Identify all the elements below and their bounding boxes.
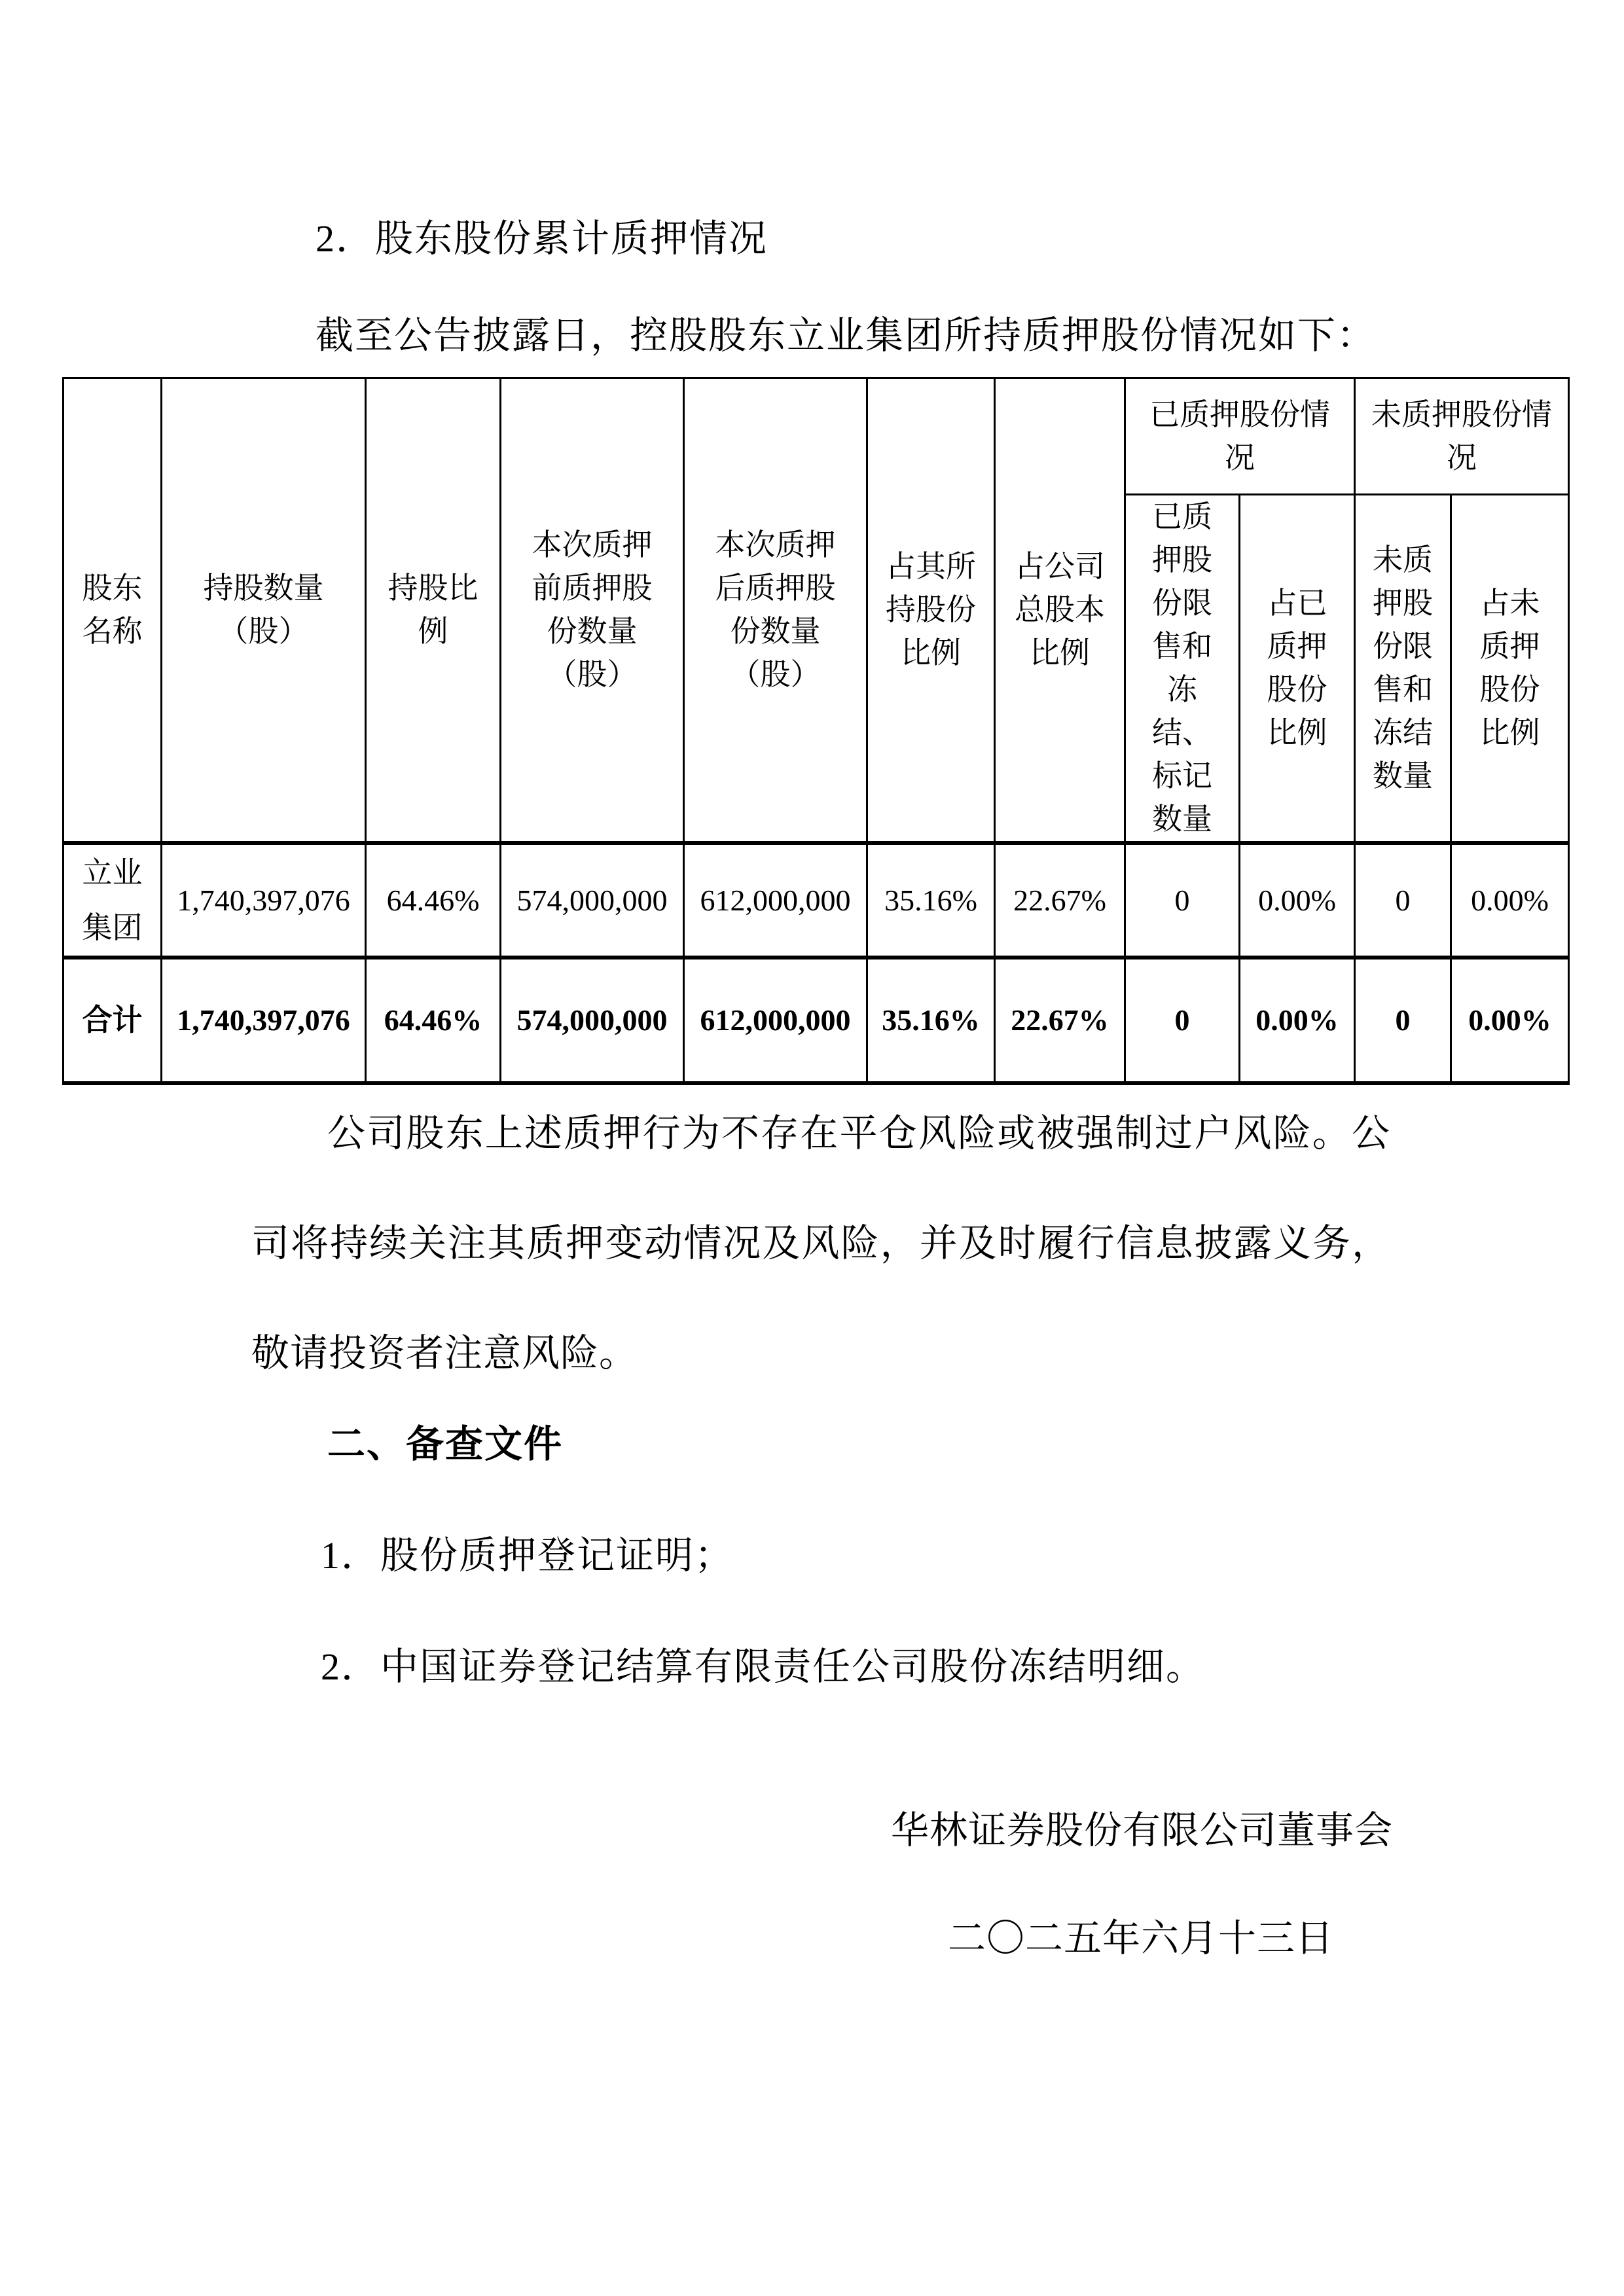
col-header-unpledged-restricted: 未质押股份限售和冻结数量 xyxy=(1355,495,1451,844)
col-header-pledged-after: 本次质押后质押股份数量（股） xyxy=(684,378,867,844)
cell-total-pledged-after: 612,000,000 xyxy=(684,958,867,1083)
col-header-holding-ratio: 持股比例 xyxy=(366,378,501,844)
board-signature: 华林证券股份有限公司董事会 xyxy=(890,1809,1393,1852)
announcement-date: 二〇二五年六月十三日 xyxy=(947,1917,1334,1960)
cell-pct-of-total: 22.67% xyxy=(995,843,1125,958)
reference-document-item-1: 1．股份质押登记证明； xyxy=(321,1534,734,1577)
cell-total-pct-of-total: 22.67% xyxy=(995,958,1125,1083)
cell-pledged-after: 612,000,000 xyxy=(684,843,867,958)
col-header-pct-of-holding: 占其所持股份比例 xyxy=(867,378,995,844)
signature-block xyxy=(889,1808,1393,1962)
col-header-shares-held: 持股数量（股） xyxy=(162,378,366,844)
cell-pledged-pct: 0.00% xyxy=(1240,843,1355,958)
section-heading-pledge-summary: 2．股东股份累计质押情况 xyxy=(316,217,768,260)
cell-shares-held: 1,740,397,076 xyxy=(162,843,366,958)
col-header-pledged-before: 本次质押前质押股份数量（股） xyxy=(501,378,684,844)
col-group-pledged: 已质押股份情况 xyxy=(1125,378,1355,495)
col-header-pledged-restricted: 已质押股份限售和冻结、标记数量 xyxy=(1125,495,1240,844)
cell-pct-of-holding: 35.16% xyxy=(867,843,995,958)
cell-pledged-before: 574,000,000 xyxy=(501,843,684,958)
col-group-unpledged: 未质押股份情况 xyxy=(1355,378,1569,495)
section-heading-reference-documents: 二、备查文件 xyxy=(327,1423,564,1465)
cell-holding-ratio: 64.46% xyxy=(366,843,501,958)
col-header-shareholder: 股东名称 xyxy=(63,378,162,844)
table-row-total xyxy=(63,958,1569,1083)
cell-total-shares-held: 1,740,397,076 xyxy=(162,958,366,1083)
cell-shareholder-name: 立业集团 xyxy=(63,843,162,958)
cell-total-pledged-pct: 0.00% xyxy=(1240,958,1355,1083)
cell-pledged-frozen: 0 xyxy=(1125,843,1240,958)
col-header-pledged-ratio: 占已质押股份比例 xyxy=(1240,495,1355,844)
pledge-table xyxy=(62,377,1570,1085)
intro-paragraph: 截至公告披露日，控股股东立业集团所持质押股份情况如下： xyxy=(316,314,1377,357)
cell-unpledged-frozen: 0 xyxy=(1355,843,1451,958)
cell-total-label: 合计 xyxy=(63,958,162,1083)
cell-total-pct-of-holding: 35.16% xyxy=(867,958,995,1083)
table-row-liye-group xyxy=(63,843,1569,958)
cell-total-unpledged-frozen: 0 xyxy=(1355,958,1451,1083)
risk-paragraph: 公司股东上述质押行为不存在平仓风险或被强制过户风险。公司将持续关注其质押变动情况及风险，并及时履行信息披露义务，敬请投资者注意风险。 xyxy=(251,1112,1390,1374)
cell-total-pledged-frozen: 0 xyxy=(1125,958,1240,1083)
col-header-unpledged-ratio: 占未质押股份比例 xyxy=(1451,495,1569,844)
col-header-pct-of-total: 占公司总股本比例 xyxy=(995,378,1125,844)
cell-total-unpledged-pct: 0.00% xyxy=(1451,958,1569,1083)
cell-total-pledged-before: 574,000,000 xyxy=(501,958,684,1083)
table-header-row-1 xyxy=(63,378,1569,495)
cell-unpledged-pct: 0.00% xyxy=(1451,843,1569,958)
cell-total-holding-ratio: 64.46% xyxy=(366,958,501,1083)
reference-document-item-2: 2．中国证券登记结算有限责任公司股份冻结明细。 xyxy=(321,1645,1206,1688)
